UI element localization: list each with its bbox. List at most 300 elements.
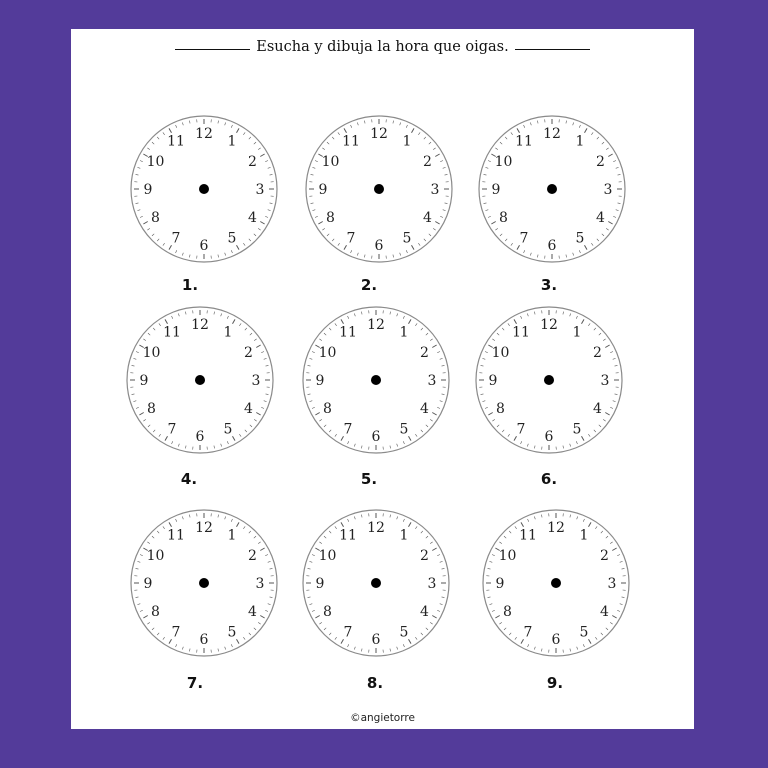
minute-tick [152, 234, 154, 236]
minute-tick [418, 132, 420, 134]
hour-numeral: 5 [575, 230, 585, 247]
minute-tick [136, 597, 139, 598]
minute-tick [440, 216, 443, 217]
minute-tick [332, 239, 334, 241]
clock-face-4 [125, 305, 275, 455]
worksheet-title [71, 39, 694, 55]
minute-tick [393, 121, 394, 124]
minute-tick [266, 394, 269, 395]
minute-tick [432, 616, 436, 619]
minute-tick [137, 604, 140, 605]
minute-tick [327, 142, 329, 144]
hour-numeral: 4 [248, 210, 257, 226]
clock-number-label: 2. [360, 276, 378, 294]
minute-tick [528, 519, 529, 522]
minute-tick [406, 250, 407, 253]
minute-tick [133, 401, 136, 402]
clock-dial [301, 305, 451, 455]
minute-tick [140, 161, 143, 162]
minute-tick [132, 394, 135, 395]
minute-tick [492, 610, 495, 611]
minute-tick [357, 122, 358, 125]
minute-tick [429, 234, 431, 236]
hour-numeral: 5 [223, 421, 233, 438]
minute-tick [403, 644, 404, 647]
minute-tick [139, 413, 143, 416]
minute-tick [172, 441, 173, 444]
minute-tick [515, 637, 517, 639]
minute-tick [573, 122, 574, 125]
minute-tick [437, 555, 440, 556]
minute-tick [591, 243, 593, 245]
credit-text: ©angietorre [350, 712, 415, 724]
minute-tick [511, 243, 513, 245]
minute-tick [309, 358, 312, 359]
hour-numeral: 4 [600, 604, 609, 620]
minute-tick [426, 333, 428, 335]
minute-tick [136, 203, 139, 204]
minute-tick [445, 203, 448, 204]
minute-tick [152, 536, 154, 538]
minute-tick [613, 358, 616, 359]
hour-numeral: 4 [423, 210, 432, 226]
hour-numeral: 3 [430, 182, 440, 198]
minute-tick [597, 239, 599, 241]
minute-tick [400, 122, 401, 125]
minute-tick [442, 394, 445, 395]
hour-numeral: 6 [199, 632, 209, 648]
minute-tick [218, 121, 219, 124]
hour-numeral: 5 [399, 421, 409, 438]
minute-tick [136, 352, 139, 353]
minute-tick [495, 616, 499, 619]
minute-tick [620, 604, 623, 605]
hour-numeral: 9 [139, 373, 149, 389]
hour-numeral: 3 [600, 373, 610, 389]
minute-tick [245, 328, 247, 330]
minute-tick [603, 419, 605, 421]
minute-tick [617, 610, 620, 611]
minute-tick [583, 519, 584, 522]
minute-tick [268, 561, 271, 562]
hour-numeral: 9 [491, 182, 501, 198]
minute-tick [324, 425, 326, 427]
minute-tick [585, 245, 588, 249]
minute-tick [243, 526, 245, 528]
hour-numeral: 11 [163, 324, 181, 341]
minute-tick [178, 444, 179, 447]
minute-tick [616, 167, 619, 168]
minute-tick [351, 250, 352, 253]
minute-tick [397, 647, 398, 650]
clock-number-label: 1. [181, 276, 199, 294]
minute-tick [484, 174, 487, 175]
hour-numeral: 5 [572, 421, 582, 438]
minute-tick [254, 234, 256, 236]
minute-tick [430, 339, 432, 341]
minute-tick [133, 358, 136, 359]
minute-tick [528, 644, 529, 647]
minute-tick [579, 250, 580, 253]
minute-tick [594, 328, 596, 330]
minute-tick [534, 647, 535, 650]
minute-tick [237, 639, 240, 643]
minute-tick [589, 522, 592, 526]
title-rule-left [175, 49, 250, 50]
minute-tick [148, 333, 150, 335]
minute-tick [597, 137, 599, 139]
minute-tick [312, 352, 315, 353]
minute-tick [254, 419, 256, 421]
hour-numeral: 3 [603, 182, 613, 198]
minute-tick [214, 446, 215, 449]
minute-tick [426, 628, 428, 630]
minute-tick [445, 174, 448, 175]
hour-numeral: 12 [540, 317, 558, 333]
minute-tick [329, 430, 331, 432]
hour-numeral: 8 [151, 210, 160, 226]
minute-tick [182, 122, 183, 125]
minute-tick [443, 167, 446, 168]
minute-tick [430, 622, 432, 624]
minute-tick [430, 419, 432, 421]
minute-tick [437, 352, 440, 353]
minute-tick [426, 536, 428, 538]
minute-tick [265, 610, 268, 611]
minute-tick [485, 407, 488, 408]
hour-numeral: 10 [318, 345, 337, 361]
minute-tick [435, 222, 439, 225]
minute-tick [421, 633, 423, 635]
clock-dial [301, 508, 451, 658]
minute-tick [585, 128, 588, 132]
minute-tick [189, 255, 190, 258]
center-dot [199, 578, 209, 588]
minute-tick [265, 161, 268, 162]
minute-tick [361, 446, 362, 449]
minute-tick [185, 312, 186, 315]
minute-tick [530, 253, 531, 256]
minute-tick [357, 253, 358, 256]
minute-tick [591, 132, 593, 134]
minute-tick [601, 531, 603, 533]
minute-tick [577, 647, 578, 650]
minute-tick [521, 522, 524, 526]
minute-tick [443, 210, 446, 211]
minute-tick [606, 148, 608, 150]
minute-tick [315, 161, 318, 162]
minute-tick [249, 137, 251, 139]
hour-numeral: 7 [343, 421, 353, 438]
minute-tick [243, 637, 245, 639]
minute-tick [250, 333, 252, 335]
minute-tick [231, 644, 232, 647]
minute-tick [319, 622, 321, 624]
minute-tick [147, 148, 149, 150]
minute-tick [270, 203, 273, 204]
center-dot [371, 578, 381, 588]
minute-tick [429, 142, 431, 144]
hour-numeral: 10 [142, 345, 161, 361]
clock-face-9 [481, 508, 631, 658]
minute-tick [315, 616, 319, 619]
minute-tick [442, 568, 445, 569]
hour-numeral: 4 [596, 210, 605, 226]
minute-tick [322, 228, 324, 230]
minute-tick [497, 425, 499, 427]
minute-tick [418, 243, 420, 245]
clock-dial [477, 114, 627, 264]
hour-numeral: 9 [143, 182, 153, 198]
hour-numeral: 3 [255, 576, 265, 592]
hour-numeral: 12 [547, 520, 565, 536]
minute-tick [527, 313, 528, 316]
minute-tick [312, 610, 315, 611]
minute-tick [239, 323, 241, 325]
minute-tick [308, 394, 311, 395]
minute-tick [332, 137, 334, 139]
hour-numeral: 12 [370, 126, 388, 142]
minute-tick [582, 436, 585, 440]
minute-tick [508, 434, 510, 436]
minute-tick [319, 542, 321, 544]
minute-tick [576, 316, 577, 319]
minute-tick [132, 365, 135, 366]
minute-tick [588, 434, 590, 436]
minute-tick [354, 444, 355, 447]
hour-numeral: 9 [495, 576, 505, 592]
minute-tick [617, 555, 620, 556]
minute-tick [481, 394, 484, 395]
hour-numeral: 4 [244, 401, 253, 417]
minute-tick [233, 319, 236, 323]
minute-tick [264, 401, 267, 402]
minute-tick [256, 413, 260, 416]
minute-tick [258, 228, 260, 230]
hour-numeral: 5 [399, 624, 409, 641]
title-text: Esucha y dibuja la hora que oigas. [256, 39, 509, 55]
minute-tick [613, 401, 616, 402]
minute-tick [517, 128, 520, 132]
minute-tick [610, 407, 613, 408]
minute-tick [488, 597, 491, 598]
minute-tick [589, 639, 592, 643]
minute-tick [606, 536, 608, 538]
minute-tick [329, 633, 331, 635]
hour-numeral: 2 [420, 345, 429, 361]
hour-numeral: 2 [420, 548, 429, 564]
minute-tick [140, 555, 143, 556]
minute-tick [335, 526, 337, 528]
minute-tick [233, 436, 236, 440]
clock-number-label: 6. [540, 470, 558, 488]
hour-numeral: 10 [491, 345, 510, 361]
minute-tick [268, 210, 271, 211]
minute-tick [311, 174, 314, 175]
minute-tick [265, 216, 268, 217]
clock-face-3 [477, 114, 627, 264]
minute-tick [237, 245, 240, 249]
minute-tick [147, 228, 149, 230]
minute-tick [409, 436, 412, 440]
minute-tick [351, 125, 352, 128]
minute-tick [537, 255, 538, 258]
minute-tick [492, 419, 494, 421]
hour-numeral: 4 [420, 604, 429, 620]
minute-tick [308, 365, 311, 366]
minute-tick [437, 407, 440, 408]
hour-numeral: 1 [399, 324, 409, 341]
minute-tick [182, 647, 183, 650]
minute-tick [221, 313, 222, 316]
minute-tick [415, 434, 417, 436]
minute-tick [541, 649, 542, 652]
clock-face-8 [301, 508, 451, 658]
minute-tick [397, 516, 398, 519]
minute-tick [324, 628, 326, 630]
minute-tick [338, 243, 340, 245]
minute-tick [415, 637, 417, 639]
hour-numeral: 3 [427, 373, 437, 389]
hour-numeral: 9 [143, 576, 153, 592]
minute-tick [354, 647, 355, 650]
minute-tick [268, 167, 271, 168]
clock-dial [481, 508, 631, 658]
clock-face-7 [129, 508, 279, 658]
minute-tick [397, 444, 398, 447]
hour-numeral: 7 [516, 421, 526, 438]
minute-tick [421, 531, 423, 533]
minute-tick [537, 121, 538, 124]
minute-tick [157, 531, 159, 533]
minute-tick [489, 604, 492, 605]
minute-tick [227, 316, 228, 319]
minute-tick [270, 568, 273, 569]
minute-tick [189, 649, 190, 652]
minute-tick [308, 568, 311, 569]
hour-numeral: 2 [596, 154, 605, 170]
hour-numeral: 9 [315, 373, 325, 389]
minute-tick [618, 203, 621, 204]
hour-numeral: 4 [420, 401, 429, 417]
minute-tick [265, 555, 268, 556]
minute-tick [521, 316, 522, 319]
hour-numeral: 6 [544, 429, 554, 445]
minute-tick [258, 148, 260, 150]
minute-tick [153, 430, 155, 432]
hour-numeral: 7 [171, 624, 181, 641]
hour-numeral: 2 [423, 154, 432, 170]
minute-tick [163, 637, 165, 639]
minute-tick [163, 132, 165, 134]
minute-tick [319, 419, 321, 421]
minute-tick [137, 561, 140, 562]
minute-tick [159, 434, 161, 436]
minute-tick [261, 407, 264, 408]
minute-tick [268, 604, 271, 605]
clock-face-6 [474, 305, 624, 455]
clock-number-label: 5. [360, 470, 378, 488]
minute-tick [488, 161, 491, 162]
minute-tick [231, 250, 232, 253]
minute-tick [266, 365, 269, 366]
minute-tick [488, 413, 492, 416]
minute-tick [582, 319, 585, 323]
minute-tick [570, 313, 571, 316]
hour-numeral: 11 [515, 133, 533, 150]
hour-numeral: 10 [318, 548, 337, 564]
hour-numeral: 12 [543, 126, 561, 142]
hour-numeral: 6 [371, 429, 381, 445]
minute-tick [315, 216, 318, 217]
minute-tick [163, 526, 165, 528]
center-dot [371, 375, 381, 385]
minute-tick [137, 210, 140, 211]
minute-tick [403, 316, 404, 319]
minute-tick [566, 255, 567, 258]
minute-tick [361, 312, 362, 315]
hour-numeral: 6 [371, 632, 381, 648]
minute-tick [489, 561, 492, 562]
minute-tick [622, 597, 625, 598]
clock-number-label: 3. [540, 276, 558, 294]
hour-numeral: 5 [227, 230, 237, 247]
minute-tick [390, 312, 391, 315]
minute-tick [250, 425, 252, 427]
clock-dial [129, 508, 279, 658]
minute-tick [504, 628, 506, 630]
minute-tick [315, 413, 319, 416]
minute-tick [620, 561, 623, 562]
minute-tick [488, 216, 491, 217]
minute-tick [482, 358, 485, 359]
minute-tick [610, 622, 612, 624]
minute-tick [218, 255, 219, 258]
minute-tick [605, 345, 609, 348]
hour-numeral: 7 [346, 230, 356, 247]
minute-tick [421, 328, 423, 330]
minute-tick [243, 132, 245, 134]
minute-tick [152, 628, 154, 630]
title-rule-right [515, 49, 590, 50]
hour-numeral: 12 [191, 317, 209, 333]
minute-tick [397, 313, 398, 316]
minute-tick [432, 345, 436, 348]
minute-tick [261, 352, 264, 353]
minute-tick [612, 616, 616, 619]
minute-tick [502, 430, 504, 432]
minute-tick [136, 407, 139, 408]
hour-numeral: 11 [339, 324, 357, 341]
hour-numeral: 9 [488, 373, 498, 389]
minute-tick [227, 441, 228, 444]
minute-tick [176, 519, 177, 522]
hour-numeral: 11 [512, 324, 530, 341]
minute-tick [254, 628, 256, 630]
hour-numeral: 7 [343, 624, 353, 641]
minute-tick [309, 604, 312, 605]
hour-numeral: 2 [593, 345, 602, 361]
hour-numeral: 2 [248, 154, 257, 170]
hour-numeral: 8 [323, 604, 332, 620]
clock-dial [474, 305, 624, 455]
minute-tick [534, 312, 535, 315]
minute-tick [484, 203, 487, 204]
minute-tick [412, 245, 415, 249]
minute-tick [509, 531, 511, 533]
hour-numeral: 8 [496, 401, 505, 417]
minute-tick [324, 536, 326, 538]
